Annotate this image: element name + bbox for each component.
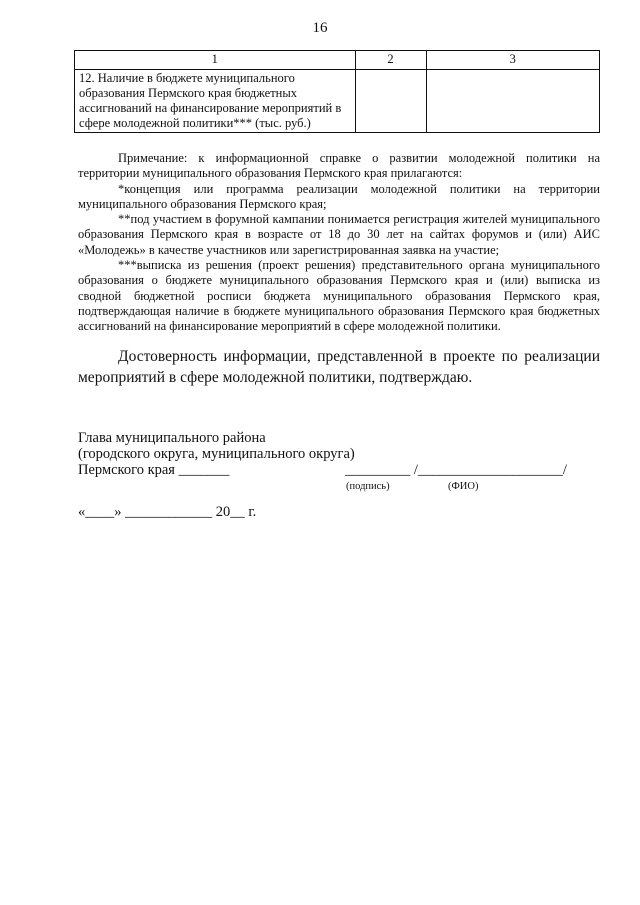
note-item: ***выписка из решения (проект решения) представительного органа муниципального образования о бюджете муниципального образования Пермского края и (или) выписка из сводной бюджетной росписи бюджета муниципального образования Пермского края, подтверждающая наличие в бюджете муниципального образования Пермского края бюджетных ассигнований на финансирование мероприятий в сфере молодежной политики. xyxy=(78,258,600,334)
date-line: «____» ____________ 20__ г. xyxy=(78,504,257,520)
caption-fio: (ФИО) xyxy=(448,481,479,492)
caption-signature: (подпись) xyxy=(346,481,390,492)
table-header-cell: 2 xyxy=(355,51,426,70)
data-table xyxy=(74,50,600,133)
signature-blank: _________ /____________________/ xyxy=(345,462,567,478)
table-header-cell: 1 xyxy=(75,51,356,70)
signature-title-line: (городского округа, муниципального округа) xyxy=(78,446,355,462)
table-header-row xyxy=(75,51,600,70)
note-item: *концепция или программа реализации молодежной политики на территории муниципального образования Пермского края; xyxy=(78,181,600,211)
table-cell-indicator: 12. Наличие в бюджете муниципального образования Пермского края бюджетных ассигнований на финансирование мероприятий в сфере молодежной политики*** (тыс. руб.) xyxy=(75,70,356,133)
table-header-cell: 3 xyxy=(426,51,599,70)
table-row xyxy=(75,70,600,133)
confirmation-text: Достоверность информации, представленной в проекте по реализации мероприятий в сфере молодежной политики, подтверждаю. xyxy=(78,348,600,386)
signature-title-line: Пермского края _______ xyxy=(78,462,230,478)
page-number: 16 xyxy=(312,20,328,36)
note-item: **под участием в форумной кампании понимается регистрация жителей муниципального образования Пермского края в возрасте от 18 до 30 лет на сайтах форумов и (или) АИС «Молодежь» в качестве участников или зарегистрированная заявка на участие; xyxy=(78,212,600,257)
note-intro: Примечание: к информационной справке о развитии молодежной политики на территории муниципального образования Пермского края прилагаются: xyxy=(78,151,600,181)
table-cell-value xyxy=(426,70,599,133)
table-cell-value xyxy=(355,70,426,133)
signature-row xyxy=(78,462,600,478)
notes-section xyxy=(78,151,600,335)
signature-block xyxy=(78,430,600,492)
signature-captions xyxy=(78,478,600,492)
signature-title-line: Глава муниципального района xyxy=(78,430,266,446)
